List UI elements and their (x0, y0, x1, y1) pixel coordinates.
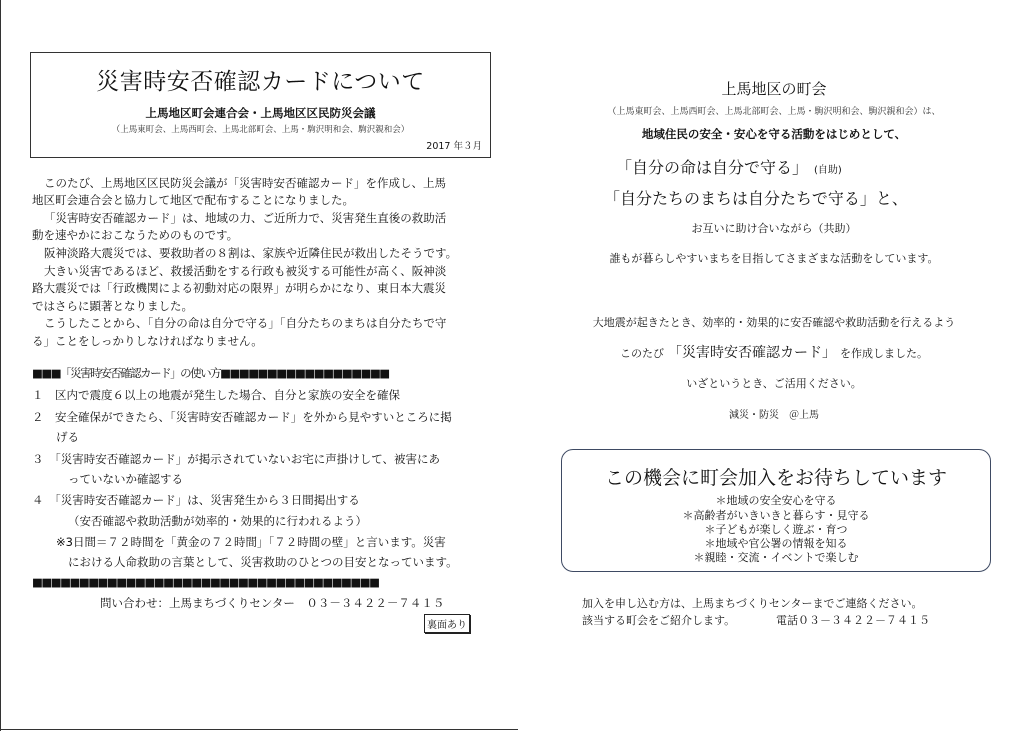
contact-info: 問い合わせ：上馬まちづくりセンター ０３－３４２２－７４１５ (100, 596, 445, 610)
aim-line: 誰もが暮らしやすいまちを目指してさまざまな活動をしています。 (609, 252, 939, 265)
intro-line: こうしたことから、「自分の命は自分で守る」「自分たちのまちは自分たちで守 (44, 316, 447, 330)
recruitment-box (561, 449, 991, 572)
page-bottom-edge (0, 729, 518, 730)
motto-self-help (616, 155, 842, 178)
usage-step: ２ 安全確保ができたら、「災害時安否確認カード」を外から見やすいところに掲 (32, 410, 452, 424)
organizer-name: 上馬地区町会連合会・上馬地区区民防災会議 (145, 106, 376, 120)
phone-number: 電話０３－３４２２－７４１５ (776, 614, 930, 627)
right-title: 上馬地区の町会 (721, 80, 827, 98)
intro-line: このたび、上馬地区区民防災会議が「災害時安否確認カード」を作成し、上馬 (44, 176, 447, 190)
title-box (30, 52, 491, 158)
intro-line: ではさらに顕著となりました。 (32, 299, 193, 313)
please-use-line: いざというとき、ご活用ください。 (686, 377, 862, 390)
recruitment-item: ＊親睦・交流・イベントで楽しむ (693, 551, 859, 564)
page-title: 災害時安否確認カードについて (96, 69, 425, 95)
created-post: を作成しました。 (840, 347, 928, 360)
recruitment-item: ＊高齢者がいきいきと暮らす・見守る (682, 509, 870, 522)
usage-note: における人命救助の言葉として、災害救助のひとつの目安となっています。 (68, 555, 458, 569)
usage-step-cont: っていないか確認する (68, 472, 183, 486)
motto-community: 「自分たちのまちは自分たちで守る」と、 (604, 189, 908, 208)
intro-line: る」ことをしっかりしなければなりません。 (32, 334, 263, 348)
card-name: 「災害時安否確認カード」 (668, 345, 836, 361)
usage-step: ４ 「災害時安否確認カード」は、災害発生から３日間掲出する (32, 493, 360, 507)
intro-line: 路大震災では「行政機関による初動対応の限界」が明らかになり、東日本大震災 (32, 281, 446, 295)
motto-self-help-note: (自助) (814, 165, 842, 176)
purpose-line: 地域住民の安全・安心を守る活動をはじめとして、 (641, 127, 907, 141)
mutual-help-line: お互いに助け合いながら（共助） (691, 222, 857, 235)
created-line (560, 342, 988, 362)
intro-line: 地区町会連合会と協力して地区で配布することになりました。 (32, 193, 354, 207)
created-pre: このたび (620, 347, 664, 360)
introduce-line: 該当する町会をご紹介します。 (582, 614, 736, 627)
recruitment-item: ＊地域の安全安心を守る (715, 494, 837, 507)
member-associations: （上馬東町会、上馬西町会、上馬北部町会、上馬・駒沢明和会、駒沢親和会） (111, 125, 410, 135)
recruitment-title: この機会に町会加入をお待ちしています (604, 467, 947, 489)
intro-line: 阪神淡路大震災では、要救助者の８割は、家族や近隣住民が救出したそうです。 (44, 246, 458, 260)
intro-line: 大きい災害であるほど、救援活動をする行政も被災する可能性が高く、阪神淡 (44, 264, 447, 278)
intro-line: 動を速やかにおこなうためのものです。 (32, 228, 239, 242)
issue-date: 2017 年３月 (426, 141, 482, 152)
right-members: （上馬東町会、上馬西町会、上馬北部町会、上馬・駒沢明和会、駒沢親和会）は、 (607, 107, 941, 117)
usage-step: １ 区内で震度６以上の地震が発生した場合、自分と家族の安全を確保 (32, 388, 400, 402)
signature-line: 減災・防災 ＠上馬 (729, 410, 819, 421)
recruitment-item: ＊子どもが楽しく遊ぶ・育つ (704, 523, 848, 536)
recruitment-item: ＊地域や官公署の情報を知る (704, 537, 848, 550)
reverse-side-badge: 裏面あり (424, 614, 470, 633)
page-left-edge (0, 0, 1, 731)
usage-header: ■■■「災害時安否確認カード」の使い方■■■■■■■■■■■■■■■■■■ (32, 366, 389, 380)
apply-line: 加入を申し込む方は、上馬まちづくりセンターまでご連絡ください。 (582, 597, 923, 610)
usage-note: （安否確認や救助活動が効率的・効果的に行われるよう） (68, 514, 367, 528)
usage-step: ３ 「災害時安否確認カード」が掲示されていないお宅に声掛けして、被害にあ (32, 452, 441, 466)
bottom-bar: ■■■■■■■■■■■■■■■■■■■■■■■■■■■■■■■■■■■■■ (32, 575, 379, 589)
earthquake-line: 大地震が起きたとき、効率的・効果的に安否確認や救助活動を行えるよう (592, 316, 956, 329)
motto-self-help-text: 「自分の命は自分で守る」 (616, 158, 809, 177)
intro-line: 「災害時安否確認カード」は、地域の力、ご近所力で、災害発生直後の救助活 (44, 211, 447, 225)
usage-note: ※3日間＝７２時間を「黄金の７２時間」「７２時間の壁」と言います。災害 (56, 535, 446, 549)
usage-step-cont: げる (56, 430, 79, 444)
